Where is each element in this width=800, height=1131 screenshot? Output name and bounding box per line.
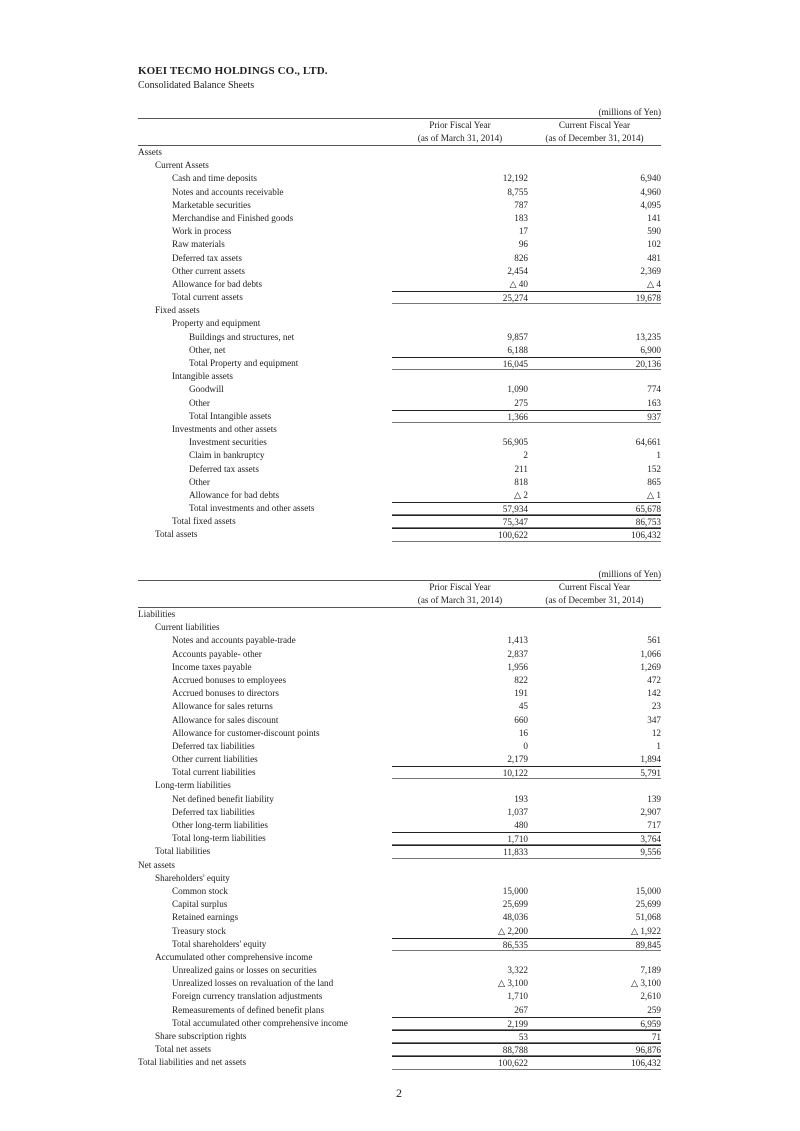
prior-year-value: 2 bbox=[523, 450, 528, 461]
current-year-value: 2,369 bbox=[640, 265, 661, 276]
row-label: Total accumulated other comprehensive income bbox=[172, 1017, 348, 1028]
current-year-value: 259 bbox=[647, 1004, 661, 1015]
row-label: Work in process bbox=[172, 226, 232, 237]
liabilities-net-assets-table bbox=[138, 568, 661, 1070]
prior-year-value: 2,179 bbox=[507, 754, 528, 765]
table-row bbox=[138, 225, 661, 238]
current-year-value bbox=[528, 779, 661, 792]
prior-year-value: 57,934 bbox=[392, 502, 528, 515]
table-row bbox=[138, 806, 661, 819]
row-label: Intangible assets bbox=[172, 371, 233, 382]
table-row bbox=[138, 885, 661, 898]
table-row bbox=[138, 331, 661, 344]
current-year-value: 19,678 bbox=[528, 291, 661, 304]
table-row bbox=[138, 714, 661, 727]
total-row bbox=[138, 1030, 661, 1043]
row-label: Deferred tax liabilities bbox=[172, 806, 255, 817]
table-row bbox=[138, 265, 661, 278]
current-year-value: 590 bbox=[647, 226, 661, 237]
row-label: Cash and time deposits bbox=[172, 173, 257, 184]
company-name: KOEI TECMO HOLDINGS CO., LTD. bbox=[138, 65, 328, 77]
table-row bbox=[138, 793, 661, 806]
row-label: Allowance for bad debts bbox=[189, 489, 280, 500]
table-row bbox=[138, 740, 661, 753]
row-label: Other long-term liabilities bbox=[172, 820, 268, 830]
prior-year-value bbox=[392, 423, 528, 436]
prior-year-value: 787 bbox=[514, 199, 528, 210]
prior-year-value: 826 bbox=[514, 252, 528, 263]
current-year-value: 6,900 bbox=[640, 344, 661, 355]
current-year-value: 152 bbox=[647, 463, 661, 474]
current-year-value bbox=[528, 859, 661, 872]
prior-year-value: 48,036 bbox=[502, 912, 528, 923]
table-row bbox=[138, 370, 661, 383]
table-row bbox=[138, 489, 661, 502]
table-row bbox=[138, 977, 661, 990]
row-label: Total Property and equipment bbox=[189, 358, 299, 368]
prior-year-value: 1,710 bbox=[392, 832, 528, 845]
table-row bbox=[138, 199, 661, 212]
table-row bbox=[138, 859, 661, 872]
prior-year-value: 10,122 bbox=[392, 766, 528, 779]
table-row bbox=[138, 819, 661, 832]
row-label: Treasury stock bbox=[172, 925, 227, 936]
row-label: Notes and accounts receivable bbox=[172, 186, 284, 197]
row-label: Total long-term liabilities bbox=[172, 833, 266, 844]
table-row bbox=[138, 397, 661, 410]
table-row bbox=[138, 463, 661, 476]
current-year-value: 106,432 bbox=[528, 528, 661, 541]
table-row bbox=[138, 238, 661, 251]
total-row bbox=[138, 938, 661, 951]
prior-year-value: 96 bbox=[518, 239, 528, 250]
current-year-value: 2,907 bbox=[640, 806, 661, 817]
row-label: Total net assets bbox=[155, 1044, 211, 1055]
current-year-value: 6,940 bbox=[640, 173, 661, 184]
current-year-value: △ 1 bbox=[647, 489, 661, 500]
row-label: Total liabilities bbox=[155, 846, 211, 857]
current-year-value: 20,136 bbox=[528, 357, 661, 370]
current-year-value: 25,699 bbox=[635, 899, 661, 910]
current-year-value: 5,791 bbox=[528, 766, 661, 779]
total-row bbox=[138, 291, 661, 304]
current-year-value bbox=[528, 304, 661, 317]
row-label: Investments and other assets bbox=[172, 423, 277, 434]
prior-year-value bbox=[392, 621, 528, 634]
row-label: Merchandise and Finished goods bbox=[172, 212, 294, 223]
row-label: Accounts payable- other bbox=[172, 648, 262, 659]
prior-year-value: 86,535 bbox=[392, 938, 528, 951]
row-label: Current Assets bbox=[155, 160, 209, 171]
current-year-value: 3,764 bbox=[528, 832, 661, 845]
prior-year-value: 45 bbox=[518, 701, 528, 712]
table-row bbox=[138, 212, 661, 225]
row-label: Common stock bbox=[172, 885, 228, 896]
row-label: Accrued bonuses to directors bbox=[172, 688, 279, 699]
current-year-value: 15,000 bbox=[635, 885, 661, 896]
row-label: Retained earnings bbox=[172, 912, 239, 923]
row-label: Total shareholders' equity bbox=[172, 938, 267, 949]
current-year-value: △ 3,100 bbox=[630, 978, 661, 989]
row-label: Claim in bankruptcy bbox=[189, 450, 265, 461]
table-row bbox=[138, 186, 661, 199]
current-year-value bbox=[528, 317, 661, 330]
prior-year-value bbox=[392, 608, 528, 621]
total-row bbox=[138, 1017, 661, 1030]
prior-year-value: 1,710 bbox=[507, 991, 528, 1002]
prior-year-value: 818 bbox=[514, 476, 528, 487]
prior-year-value bbox=[392, 779, 528, 792]
prior-year-value: △ 2,200 bbox=[497, 925, 528, 936]
total-row bbox=[138, 410, 661, 423]
prior-year-value: 267 bbox=[514, 1004, 528, 1015]
prior-year-value: 25,274 bbox=[392, 291, 528, 304]
row-label: Total investments and other assets bbox=[189, 503, 315, 514]
current-year-value: 7,189 bbox=[640, 965, 661, 976]
row-label: Current liabilities bbox=[155, 622, 220, 633]
row-label: Allowance for customer-discount points bbox=[172, 727, 320, 738]
row-label: Shareholders' equity bbox=[155, 872, 230, 883]
prior-year-value: 2,199 bbox=[392, 1017, 528, 1030]
prior-year-value: 191 bbox=[514, 688, 528, 699]
row-label: Remeasurements of defined benefit plans bbox=[172, 1004, 325, 1015]
prior-year-value: 3,322 bbox=[507, 965, 528, 976]
current-year-value bbox=[528, 370, 661, 383]
row-label: Foreign currency translation adjustments bbox=[172, 991, 323, 1002]
current-year-value: △ 4 bbox=[647, 278, 661, 289]
row-label: Deferred tax assets bbox=[189, 463, 259, 474]
table-row bbox=[138, 317, 661, 330]
prior-year-value: 88,788 bbox=[392, 1043, 528, 1056]
current-year-value: 561 bbox=[647, 635, 661, 646]
prior-year-value: 822 bbox=[514, 674, 528, 685]
total-row bbox=[138, 357, 661, 370]
current-year-value bbox=[528, 608, 661, 621]
total-row bbox=[138, 1043, 661, 1056]
table-row bbox=[138, 449, 661, 462]
row-label: Net defined benefit liability bbox=[172, 793, 274, 804]
table-row bbox=[138, 674, 661, 687]
prior-year-header: Prior Fiscal Year (as of March 31, 2014) bbox=[417, 582, 503, 605]
current-year-value bbox=[528, 159, 661, 172]
current-year-value bbox=[528, 951, 661, 964]
prior-year-value: 8,755 bbox=[507, 186, 528, 197]
current-year-value bbox=[528, 423, 661, 436]
table-row bbox=[138, 753, 661, 766]
prior-year-value: 56,905 bbox=[502, 437, 528, 448]
prior-year-value bbox=[392, 951, 528, 964]
row-label: Total liabilities and net assets bbox=[138, 1057, 247, 1068]
table-row bbox=[138, 476, 661, 489]
row-label: Capital surplus bbox=[172, 899, 228, 910]
row-label: Property and equipment bbox=[172, 318, 261, 329]
row-label: Allowance for sales discount bbox=[172, 714, 279, 725]
current-year-value: 96,876 bbox=[528, 1043, 661, 1056]
row-label: Raw materials bbox=[172, 239, 225, 250]
current-year-value: 1,066 bbox=[640, 648, 661, 659]
current-year-value: 64,661 bbox=[635, 437, 661, 448]
row-label: Buildings and structures, net bbox=[189, 331, 295, 342]
current-year-header: Current Fiscal Year (as of December 31, 2014) bbox=[545, 582, 644, 605]
row-label: Notes and accounts payable-trade bbox=[172, 635, 296, 646]
current-year-value: 717 bbox=[647, 820, 661, 830]
prior-year-value: △ 3,100 bbox=[497, 978, 528, 989]
table-row bbox=[138, 648, 661, 661]
current-year-value: 142 bbox=[647, 688, 661, 699]
current-year-value: 71 bbox=[528, 1030, 661, 1043]
total-row bbox=[138, 766, 661, 779]
table-row bbox=[138, 661, 661, 674]
prior-year-value: 16 bbox=[518, 727, 528, 738]
table-row bbox=[138, 951, 661, 964]
prior-year-value: 6,188 bbox=[507, 344, 528, 355]
current-year-value: △ 1,922 bbox=[630, 925, 661, 936]
current-year-value: 102 bbox=[647, 239, 661, 250]
prior-year-value: 1,037 bbox=[507, 806, 528, 817]
prior-year-value: 16,045 bbox=[392, 357, 528, 370]
total-row bbox=[138, 515, 661, 528]
column-header bbox=[138, 580, 661, 608]
row-label: Fixed assets bbox=[155, 305, 200, 316]
assets-table bbox=[138, 106, 661, 542]
table-row bbox=[138, 964, 661, 977]
current-year-value: 2,610 bbox=[640, 991, 661, 1002]
table-row bbox=[138, 436, 661, 449]
current-year-value: 6,959 bbox=[528, 1017, 661, 1030]
row-label: Marketable securities bbox=[172, 199, 251, 210]
current-year-value: 106,432 bbox=[528, 1056, 661, 1069]
prior-year-value: △ 40 bbox=[509, 278, 528, 289]
prior-year-value: 183 bbox=[514, 212, 528, 223]
table-row bbox=[138, 700, 661, 713]
row-label: Other current liabilities bbox=[172, 754, 258, 765]
prior-year-value: △ 2 bbox=[514, 489, 528, 500]
table-row bbox=[138, 172, 661, 185]
prior-year-value: 275 bbox=[514, 397, 528, 408]
table-row bbox=[138, 159, 661, 172]
units-label: (millions of Yen) bbox=[598, 569, 661, 579]
table-row bbox=[138, 1004, 661, 1017]
prior-year-value: 100,622 bbox=[392, 528, 528, 541]
current-year-value: 139 bbox=[647, 793, 661, 804]
current-year-value: 347 bbox=[647, 714, 661, 725]
prior-year-value: 9,857 bbox=[507, 331, 528, 342]
prior-year-value: 660 bbox=[514, 714, 528, 725]
row-label: Accrued bonuses to employees bbox=[172, 674, 287, 685]
table-row bbox=[138, 278, 661, 291]
table-row bbox=[138, 423, 661, 436]
prior-year-value: 11,833 bbox=[392, 845, 528, 858]
current-year-value: 86,753 bbox=[528, 515, 661, 528]
current-year-value: 9,556 bbox=[528, 845, 661, 858]
row-label: Other bbox=[189, 397, 210, 408]
prior-year-value bbox=[392, 859, 528, 872]
table-row bbox=[138, 146, 661, 159]
table-row bbox=[138, 779, 661, 792]
current-year-value: 937 bbox=[528, 410, 661, 423]
current-year-value: 13,235 bbox=[635, 331, 661, 342]
current-year-value: 1,269 bbox=[640, 661, 661, 672]
table-row bbox=[138, 898, 661, 911]
table-row bbox=[138, 608, 661, 621]
row-label: Goodwill bbox=[189, 384, 224, 395]
current-year-value: 4,095 bbox=[640, 199, 661, 210]
row-label: Investment securities bbox=[189, 437, 267, 448]
prior-year-value: 100,622 bbox=[392, 1056, 528, 1069]
row-label: Total fixed assets bbox=[172, 516, 236, 527]
current-year-value: 4,960 bbox=[640, 186, 661, 197]
current-year-value bbox=[528, 146, 661, 159]
table-row bbox=[138, 925, 661, 938]
prior-year-header: Prior Fiscal Year (as of March 31, 2014) bbox=[417, 120, 503, 143]
prior-year-value bbox=[392, 159, 528, 172]
row-label: Share subscription rights bbox=[155, 1031, 247, 1041]
current-year-value: 774 bbox=[647, 384, 661, 395]
current-year-value: 1 bbox=[656, 450, 661, 461]
current-year-value: 1,894 bbox=[640, 754, 661, 765]
table-row bbox=[138, 252, 661, 265]
prior-year-value bbox=[392, 146, 528, 159]
prior-year-value bbox=[392, 872, 528, 885]
row-label: Unrealized losses on revaluation of the land bbox=[172, 978, 334, 989]
current-year-value: 1 bbox=[656, 740, 661, 751]
row-label: Other current assets bbox=[172, 265, 245, 276]
table-row bbox=[138, 304, 661, 317]
row-label: Income taxes payable bbox=[172, 661, 252, 672]
prior-year-value: 15,000 bbox=[502, 885, 528, 896]
column-header bbox=[138, 118, 661, 146]
current-year-value: 472 bbox=[647, 674, 661, 685]
row-label: Other, net bbox=[189, 344, 226, 355]
prior-year-value: 0 bbox=[523, 740, 528, 751]
row-label: Deferred tax assets bbox=[172, 252, 242, 263]
current-year-value bbox=[528, 621, 661, 634]
current-year-value: 23 bbox=[651, 701, 661, 712]
prior-year-value: 2,454 bbox=[507, 265, 528, 276]
prior-year-value bbox=[392, 317, 528, 330]
row-label: Unrealized gains or losses on securities bbox=[172, 965, 317, 976]
current-year-value: 89,845 bbox=[528, 938, 661, 951]
prior-year-value: 480 bbox=[514, 820, 528, 830]
prior-year-value: 12,192 bbox=[502, 173, 528, 184]
row-label: Total assets bbox=[155, 529, 198, 540]
current-year-value: 65,678 bbox=[528, 502, 661, 515]
total-row bbox=[138, 502, 661, 515]
row-label: Assets bbox=[138, 147, 162, 157]
current-year-value: 12 bbox=[651, 727, 661, 738]
document-subtitle: Consolidated Balance Sheets bbox=[138, 80, 255, 91]
table-row bbox=[138, 687, 661, 700]
prior-year-value bbox=[392, 304, 528, 317]
table-row bbox=[138, 990, 661, 1003]
row-label: Total Intangible assets bbox=[189, 410, 272, 421]
prior-year-value: 1,090 bbox=[507, 384, 528, 395]
row-label: Deferred tax liabilities bbox=[172, 740, 255, 751]
prior-year-value bbox=[392, 370, 528, 383]
prior-year-value: 1,413 bbox=[507, 635, 528, 646]
row-label: Long-term liabilities bbox=[155, 780, 231, 791]
current-year-value: 163 bbox=[647, 397, 661, 408]
current-year-value: 481 bbox=[647, 252, 661, 263]
units-label: (millions of Yen) bbox=[598, 107, 661, 117]
prior-year-value: 1,956 bbox=[507, 661, 528, 672]
total-row bbox=[138, 528, 661, 541]
table-row bbox=[138, 634, 661, 647]
prior-year-value: 211 bbox=[514, 463, 528, 474]
total-row bbox=[138, 832, 661, 845]
prior-year-value: 2,837 bbox=[507, 648, 528, 659]
prior-year-value: 25,699 bbox=[502, 899, 528, 910]
page-number: 2 bbox=[396, 1086, 402, 1100]
current-year-value: 141 bbox=[647, 212, 661, 223]
current-year-value bbox=[528, 872, 661, 885]
prior-year-value: 17 bbox=[518, 226, 528, 237]
row-label: Allowance for bad debts bbox=[172, 278, 263, 289]
total-row bbox=[138, 845, 661, 858]
table-row bbox=[138, 344, 661, 357]
current-year-value: 865 bbox=[647, 476, 661, 487]
row-label: Total current assets bbox=[172, 292, 243, 303]
row-label: Accumulated other comprehensive income bbox=[155, 951, 313, 962]
prior-year-value: 193 bbox=[514, 793, 528, 804]
row-label: Net assets bbox=[138, 859, 175, 870]
table-row bbox=[138, 621, 661, 634]
total-row bbox=[138, 1056, 661, 1069]
prior-year-value: 1,366 bbox=[392, 410, 528, 423]
table-row bbox=[138, 911, 661, 924]
current-year-value: 51,068 bbox=[635, 912, 661, 923]
row-label: Total current liabilities bbox=[172, 767, 256, 778]
table-row bbox=[138, 383, 661, 396]
row-label: Liabilities bbox=[138, 609, 176, 619]
row-label: Other bbox=[189, 476, 210, 487]
table-row bbox=[138, 727, 661, 740]
prior-year-value: 75,347 bbox=[392, 515, 528, 528]
table-row bbox=[138, 872, 661, 885]
row-label: Allowance for sales returns bbox=[172, 701, 273, 712]
prior-year-value: 53 bbox=[392, 1030, 528, 1043]
current-year-header: Current Fiscal Year (as of December 31, 2014) bbox=[545, 120, 644, 143]
